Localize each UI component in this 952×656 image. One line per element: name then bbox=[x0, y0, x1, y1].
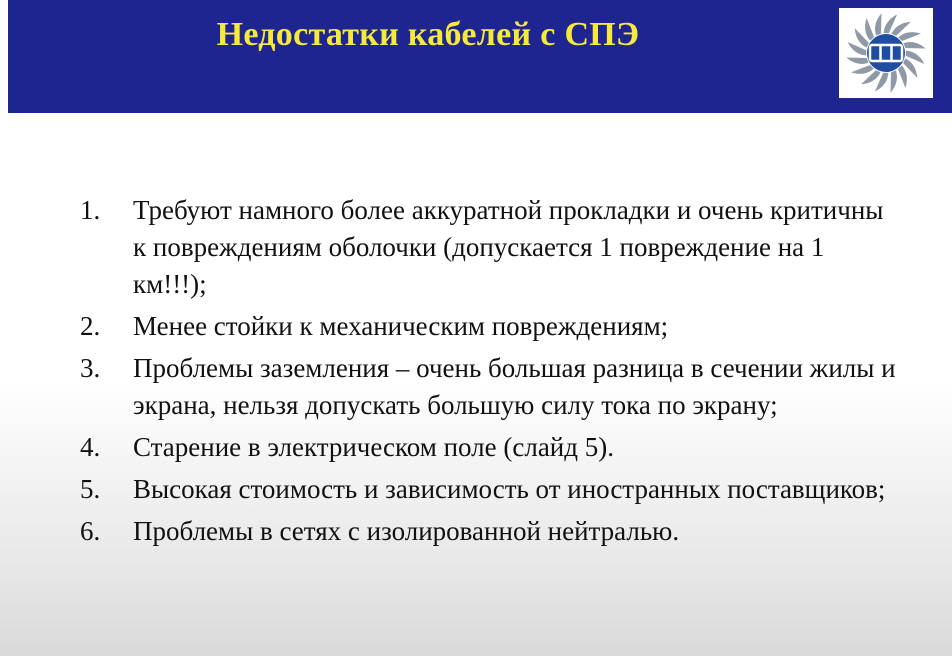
logo-ray bbox=[875, 13, 881, 35]
logo-ray bbox=[898, 32, 921, 41]
list-item bbox=[80, 471, 900, 508]
list-item bbox=[80, 308, 900, 345]
logo-ray bbox=[898, 65, 907, 88]
sun-flame-logo-icon bbox=[839, 8, 933, 98]
list-item bbox=[80, 192, 900, 303]
logo-ray bbox=[846, 57, 868, 63]
company-logo bbox=[839, 8, 933, 98]
list-item bbox=[80, 429, 900, 466]
item-number: 3. bbox=[80, 353, 101, 383]
item-text: Проблемы в сетях с изолированной нейтралью. bbox=[133, 516, 680, 546]
item-text: Менее стойки к механическим повреждениям; bbox=[133, 311, 669, 341]
logo-ray bbox=[865, 18, 874, 41]
item-number: 5. bbox=[80, 474, 101, 504]
list-item bbox=[80, 350, 900, 424]
item-number: 1. bbox=[80, 195, 101, 225]
header-bar bbox=[8, 0, 952, 113]
item-text: Требуют намного более аккуратной прокладки и очень критичны к повреждениям оболочки (допускается 1 повреждение на 1 км!!!); bbox=[133, 195, 884, 299]
list-item bbox=[80, 513, 900, 550]
logo-ray bbox=[890, 70, 896, 92]
logo-ray bbox=[903, 42, 925, 48]
item-text: Старение в электрическом поле (слайд 5). bbox=[133, 432, 614, 462]
logo-ray bbox=[851, 65, 874, 74]
item-text: Проблемы заземления – очень большая разница в сечении жилы и экрана, нельзя допускать большую силу тока по экрану; bbox=[133, 353, 896, 420]
deficiency-list bbox=[80, 192, 900, 555]
item-number: 4. bbox=[80, 432, 101, 462]
item-number: 6. bbox=[80, 516, 101, 546]
item-number: 2. bbox=[80, 311, 101, 341]
slide-title: Недостатки кабелей с СПЭ bbox=[216, 16, 640, 53]
item-text: Высокая стоимость и зависимость от иностранных поставщиков; bbox=[133, 474, 886, 504]
